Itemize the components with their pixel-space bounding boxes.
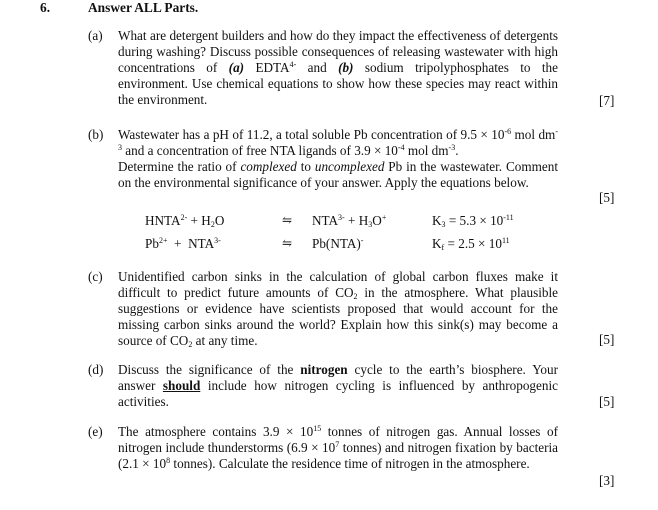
question-title: Answer ALL Parts. (88, 0, 199, 15)
equation-2-constant: $K_f = 2.5 \times 10^{11}$ (432, 236, 510, 252)
part-b-text: Wastewater has a pH of 11.2, a total soluble Pb concentration of $9.5 \times 10^{-6}$ mol $dm^{-3}$ and a concentration of free NTA ligands of $3.9 \times 10^{-4}$ mol $dm^{-3}$. Determine the ratio of complexed to uncomplexed Pb in the wastewater. Comment on the environmental significance of your answer. Apply the equations below. (118, 127, 558, 190)
equilibrium-arrow-icon: ⇋ (282, 236, 293, 250)
equation-1-rhs: $NTA^{3-} + H_3O^+$ (312, 213, 387, 229)
part-e-marks: [3] (599, 473, 615, 488)
part-b (88, 127, 558, 191)
part-e-text: The atmosphere contains $3.9 \times 10^{15}$ tonnes of nitrogen gas. Annual losses of nitrogen include thunderstorms ($6.9 \times 10^7$ tonnes) and nitrogen fixation by bacteria ($2.1 \times 10^8$ tonnes). Calculate the residence time of nitrogen in the atmosphere. (118, 424, 558, 471)
part-c (88, 269, 558, 349)
equilibrium-arrow-icon: ⇋ (282, 213, 293, 227)
question-heading (40, 0, 198, 16)
part-e-label: (e) (88, 424, 103, 439)
part-d-marks: [5] (599, 394, 615, 409)
equation-1-constant: $K_3 = 5.3 \times 10^{-11}$ (432, 213, 514, 229)
part-e (88, 424, 558, 472)
part-a-text: What are detergent builders and how do they impact the effectiveness of detergents during washing? Discuss possible consequences of releasing wastewater with high concentrations of (a) $EDTA^{4-}$ and (b) sodium tripolyphosphates to the environment. Use chemical equations to show how these species may react within the environment. (118, 28, 558, 107)
part-c-label: (c) (88, 269, 103, 284)
part-c-marks: [5] (599, 332, 615, 347)
equation-2-rhs: Pb(NTA)- (312, 236, 364, 251)
part-b-marks: [5] (599, 190, 615, 205)
part-b-label: (b) (88, 127, 104, 142)
question-number: 6. (40, 0, 51, 15)
equation-1-lhs: $HNTA^{2-} + H_2O$ (145, 213, 225, 229)
part-d-label: (d) (88, 362, 104, 377)
equation-2-lhs: $Pb^{2+} + NTA^{3-}$ (145, 236, 221, 251)
part-d (88, 362, 558, 410)
part-a-marks: [7] (599, 93, 615, 108)
part-d-text: Discuss the significance of the nitrogen cycle to the earth’s biosphere. Your answer should include how nitrogen cycling is influenced by anthropogenic activities. (118, 362, 558, 409)
part-a (88, 28, 558, 108)
part-a-label: (a) (88, 28, 103, 43)
part-c-text: Unidentified carbon sinks in the calculation of global carbon fluxes make it difficult to predict future amounts of $CO_2$ in the atmosphere. What plausible suggestions or evidence have scientists proposed that would account for the missing carbon sinks around the world? Explain how this sink(s) may become a source of $CO_2$ at any time. (118, 269, 558, 349)
